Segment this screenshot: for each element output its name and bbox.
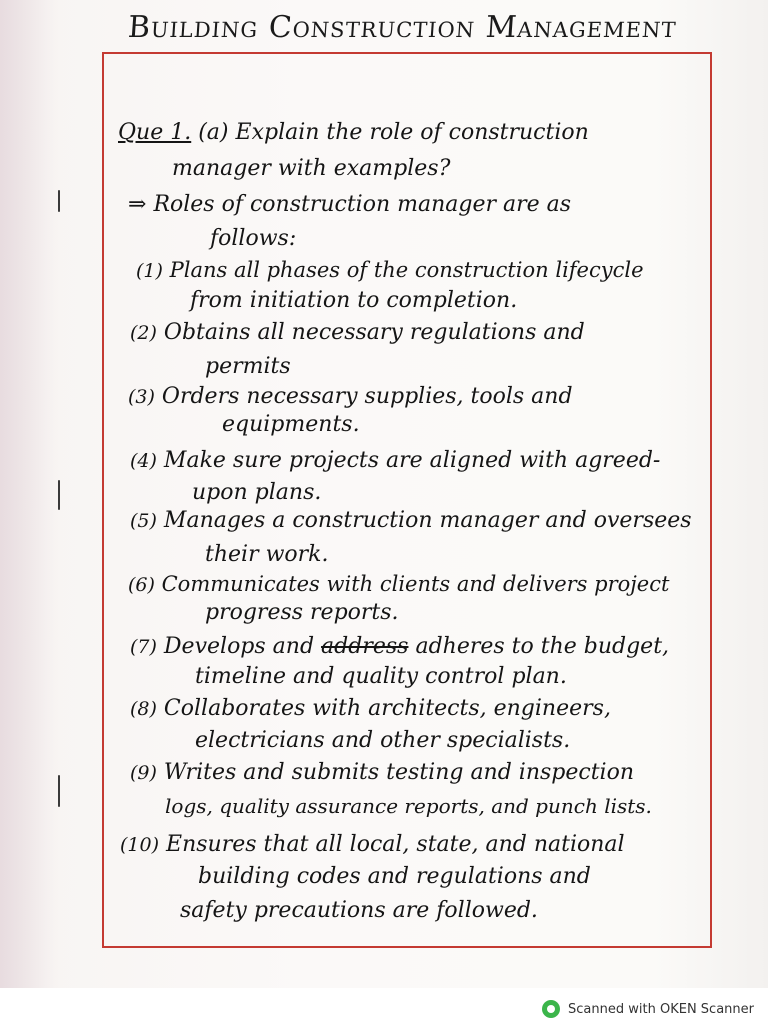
answer-intro-line-1 — [128, 192, 571, 217]
list-item — [130, 760, 634, 785]
item-text: Ensures that all local, state, and national — [166, 832, 625, 857]
item-number: (4) — [130, 450, 157, 472]
list-item — [128, 384, 573, 409]
scanner-watermark — [542, 1000, 754, 1018]
question-label: Que 1. — [118, 120, 192, 145]
item-number: (7) — [130, 636, 157, 658]
item-number: (3) — [128, 386, 155, 408]
question-line-2: manager with examples? — [172, 156, 451, 181]
item-continuation: progress reports. — [205, 600, 399, 625]
list-item — [120, 832, 625, 857]
list-item — [136, 258, 644, 282]
list-item — [128, 572, 669, 596]
item-text: Communicates with clients and delivers project — [161, 572, 670, 596]
question-line-1 — [118, 120, 589, 145]
item-continuation: timeline and quality control plan. — [195, 664, 567, 689]
item-text: Manages a construction manager and oversees — [163, 508, 692, 533]
item-text: Develops and — [163, 634, 315, 659]
scanner-text: Scanned with OKEN Scanner — [568, 1001, 754, 1017]
arrow-icon: ⇒ — [128, 192, 147, 217]
item-number: (8) — [130, 698, 157, 720]
binding-mark — [58, 190, 60, 212]
item-number: (6) — [128, 574, 155, 596]
item-text: Collaborates with architects, engineers, — [163, 696, 611, 721]
binding-mark — [58, 775, 60, 807]
question-text: Explain the role of construction — [235, 120, 589, 145]
list-item — [130, 320, 585, 345]
item-text: Plans all phases of the construction lifecycle — [169, 258, 644, 282]
item-continuation: electricians and other specialists. — [195, 728, 571, 753]
question-part: (a) — [198, 120, 229, 145]
struck-word: address — [321, 634, 409, 659]
item-number: (1) — [136, 260, 163, 282]
item-continuation: their work. — [205, 542, 329, 567]
list-item — [130, 508, 692, 533]
list-item — [130, 696, 611, 721]
list-item — [130, 448, 660, 473]
item-number: (10) — [120, 834, 160, 856]
item-number: (9) — [130, 762, 157, 784]
item-text: Orders necessary supplies, tools and — [161, 384, 573, 409]
item-text: Writes and submits testing and inspection — [163, 760, 635, 785]
item-continuation: from initiation to completion. — [190, 288, 518, 313]
item-continuation: upon plans. — [192, 480, 322, 505]
answer-intro-text: Roles of construction manager are as — [153, 192, 572, 217]
binding-mark — [58, 480, 60, 510]
item-number: (5) — [130, 510, 157, 532]
list-item — [130, 634, 669, 659]
item-continuation: logs, quality assurance reports, and punch lists. — [165, 794, 652, 818]
item-text: Obtains all necessary regulations and — [163, 320, 585, 345]
item-continuation: building codes and regulations and — [198, 864, 591, 889]
item-text: Make sure projects are aligned with agreed- — [163, 448, 661, 473]
item-number: (2) — [130, 322, 157, 344]
page-title: Building Construction Management — [126, 10, 678, 45]
item-text: adheres to the budget, — [415, 634, 670, 659]
answer-intro-line-2: follows: — [210, 226, 297, 251]
oken-scanner-logo-icon — [542, 1000, 560, 1018]
item-continuation: safety precautions are followed. — [180, 898, 538, 923]
item-continuation: permits — [205, 354, 291, 379]
item-continuation: equipments. — [222, 412, 360, 437]
